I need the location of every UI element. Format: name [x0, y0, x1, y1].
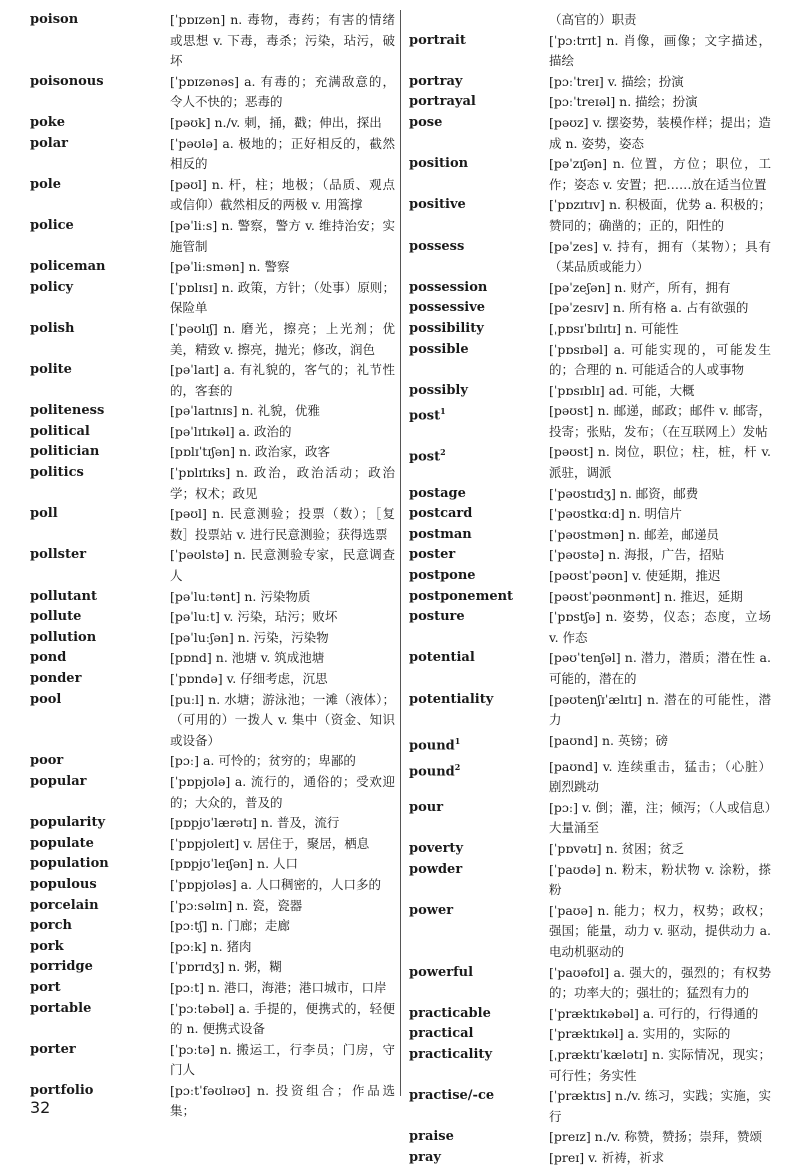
definition: [pəˈzes] v. 持有，拥有（某物）；具有（某品质或能力）: [549, 238, 771, 275]
dictionary-entry: [409, 340, 771, 381]
definition: [ˈpaʊdə] n. 粉末，粉状物 v. 涂粉，搽粉: [549, 861, 771, 898]
definition: [pɔːtʃ] n. 门廊；走廊: [170, 918, 290, 934]
headword: [409, 10, 549, 31]
homograph-number: 2: [454, 761, 461, 772]
definition: [pɔːk] n. 猪肉: [170, 938, 252, 954]
definition: [pɒpjʊˈleɪʃən] n. 人口: [170, 856, 299, 872]
headword-text: positive: [409, 197, 466, 213]
dictionary-entry: [30, 648, 395, 669]
headword-text: poll: [30, 506, 58, 522]
headword: [30, 216, 170, 257]
headword-text: position: [409, 156, 469, 172]
headword-text: port: [30, 979, 61, 995]
dictionary-entry: [409, 484, 771, 505]
definition: [paʊnd] n. 英镑；磅: [549, 732, 668, 748]
headword-text: policy: [30, 279, 74, 295]
dictionary-entry: [409, 1127, 771, 1148]
headword: [409, 1045, 549, 1086]
definition: [ˈpræktɪs] n./v. 练习，实践；实施，实行: [549, 1088, 771, 1124]
dictionary-entry: [409, 566, 771, 587]
headword: [409, 1086, 549, 1127]
definition: [ˈpɔːtəbəl] a. 手提的，便携式的，轻便的 n. 便携式设备: [170, 1000, 395, 1037]
definition: [pəˈzeʃən] n. 财产，所有，拥有: [549, 279, 731, 295]
dictionary-entry: [409, 587, 771, 608]
headword-text: popular: [30, 773, 87, 789]
headword-text: popularity: [30, 815, 106, 831]
dictionary-entry: [30, 10, 395, 72]
headword: [409, 757, 549, 798]
definition: [ˈpɒlɪtɪks] n. 政治，政治活动；政治学；权术；政见: [170, 465, 395, 501]
definition: [ˈpɒpjʊlə] a. 流行的，通俗的；受欢迎的；大众的，普及的: [170, 773, 395, 810]
headword: [30, 751, 170, 772]
dictionary-entry: [30, 834, 395, 855]
dictionary-entry: [30, 360, 395, 401]
headword-text: population: [30, 856, 109, 872]
headword-text: pollution: [30, 629, 97, 645]
headword-text: polar: [30, 135, 68, 151]
definition: [ˈpəʊlə] a. 极地的；正好相反的，截然相反的: [170, 135, 395, 172]
headword-text: powder: [409, 861, 463, 877]
definition: [pəʊstˈpəʊnmənt] n. 推迟，延期: [549, 588, 743, 604]
dictionary-entry: [30, 813, 395, 834]
dictionary-entry: [409, 901, 771, 963]
definition: [ˈpəʊstɪdʒ] n. 邮资，邮费: [549, 485, 699, 501]
headword: [30, 257, 170, 278]
dictionary-entry: [409, 963, 771, 1004]
definition: [ˈpaʊə] n. 能力；权力，权势；政权；强国；能量，动力 v. 驱动，提供动力 a. 电动机驱动的: [549, 902, 771, 960]
definition: [pɔːˈtreɪəl] n. 描绘；扮演: [549, 94, 698, 110]
headword-text: posture: [409, 609, 465, 625]
definition: [paʊnd] v. 连续重击，猛击；（心脏）剧烈跳动: [549, 758, 771, 795]
headword: [409, 298, 549, 319]
dictionary-entry: [30, 257, 395, 278]
dictionary-entry: [409, 319, 771, 340]
headword: [409, 1024, 549, 1045]
headword-text: populate: [30, 835, 94, 851]
headword: [30, 360, 170, 401]
headword: [409, 690, 549, 731]
headword: [30, 319, 170, 360]
headword-text: powerful: [409, 964, 474, 980]
left-column: [30, 10, 395, 1122]
definition: [pəʊtenʃɪˈælɪtɪ] n. 潜在的可能性，潜力: [549, 691, 771, 728]
headword-text: porch: [30, 918, 72, 934]
headword-text: pound: [409, 764, 455, 780]
definition: [ˈpɒrɪdʒ] n. 粥，糊: [170, 959, 282, 975]
headword-text: power: [409, 902, 454, 918]
headword: [409, 587, 549, 608]
dictionary-entry: [409, 860, 771, 901]
headword: [30, 422, 170, 443]
dictionary-entry: [30, 607, 395, 628]
headword: [409, 525, 549, 546]
headword: [30, 937, 170, 958]
headword-text: potentiality: [409, 691, 494, 707]
dictionary-entry: [409, 401, 771, 442]
headword-text: political: [30, 423, 90, 439]
headword-text: possible: [409, 341, 469, 357]
dictionary-entry: [30, 937, 395, 958]
definition: [pəʊz] v. 摆姿势，装模作样；提出；造成 n. 姿势，姿态: [549, 114, 771, 151]
headword: [409, 31, 549, 72]
definition: （高官的）职责: [549, 12, 637, 27]
headword-text: portrait: [409, 32, 466, 48]
headword-text: pollute: [30, 609, 82, 625]
definition: [pəˈluːt] v. 污染，玷污；败坏: [170, 609, 338, 625]
dictionary-entry: [409, 839, 771, 860]
headword-text: portfolio: [30, 1082, 94, 1098]
headword-text: police: [30, 217, 74, 233]
headword: [30, 999, 170, 1040]
dictionary-entry: [409, 545, 771, 566]
dictionary-entry: [30, 957, 395, 978]
headword: [409, 566, 549, 587]
dictionary-entry: [30, 278, 395, 319]
page-number: 32: [30, 1098, 51, 1117]
dictionary-entry: [409, 1004, 771, 1025]
definition: [ˈpɒsɪbəl] a. 可能实现的，可能发生的；合理的 n. 可能适合的人或事物: [549, 341, 771, 378]
right-column: [409, 10, 771, 1169]
definition: [ˈpəʊstkɑːd] n. 明信片: [549, 506, 683, 522]
headword: [409, 963, 549, 1004]
headword: [30, 648, 170, 669]
dictionary-entry: [30, 772, 395, 813]
definition: [ˈpɒsɪblɪ] ad. 可能，大概: [549, 382, 695, 398]
definition: [ˈpəʊstmən] n. 邮差，邮递员: [549, 526, 720, 542]
headword-text: porridge: [30, 959, 93, 975]
dictionary-entry: [409, 731, 771, 757]
headword-text: portable: [30, 1000, 92, 1016]
definition: [ˈpɒɪzən] n. 毒物，毒药；有害的情绪或思想 v. 下毒，毒杀；污染，玷污，破坏: [170, 12, 395, 69]
definition: [pəˈluːʃən] n. 污染，污染物: [170, 629, 329, 645]
headword: [30, 896, 170, 917]
definition: [pɔː] v. 倒；灌，注；倾泻；（人或信息）大量涌至: [549, 799, 771, 836]
headword: [30, 772, 170, 813]
definition: [pəˈlaɪt] a. 有礼貌的，客气的；礼节性的，客套的: [170, 362, 395, 398]
definition: [ˈpɒpjʊleɪt] v. 居住于，聚居，栖息: [170, 835, 370, 851]
definition: [pəʊl] n. 民意测验；投票（数）；［复数］投票站 v. 进行民意测验；获得选票: [170, 506, 395, 542]
headword: [30, 690, 170, 752]
dictionary-entry: [409, 92, 771, 113]
headword-text: politician: [30, 444, 100, 460]
dictionary-entry: [409, 798, 771, 839]
definition: [pəˈzesɪv] n. 所有格 a. 占有欲强的: [549, 300, 749, 316]
dictionary-entry: [409, 442, 771, 483]
headword: [409, 484, 549, 505]
definition: [ˈpɒvətɪ] n. 贫困；贫乏: [549, 841, 685, 857]
dictionary-entry: [409, 525, 771, 546]
headword: [30, 175, 170, 216]
dictionary-entry: [409, 690, 771, 731]
definition: [ˈpəʊstə] n. 海报，广告，招贴: [549, 547, 725, 563]
headword-text: poverty: [409, 841, 463, 857]
headword-text: praise: [409, 1129, 454, 1145]
headword-text: post: [409, 408, 441, 424]
definition: [pɔː] a. 可怜的；贫穷的；卑鄙的: [170, 753, 356, 769]
headword: [30, 401, 170, 422]
dictionary-entry: [409, 298, 771, 319]
column-divider: [400, 10, 401, 1096]
dictionary-entry: [409, 1024, 771, 1045]
definition: [puːl] n. 水塘；游泳池；一滩（液体）；（可用的）一拨人 v. 集中（资金、知识或设备）: [170, 691, 395, 748]
headword: [30, 628, 170, 649]
headword-text: politeness: [30, 403, 105, 419]
dictionary-entry: [30, 134, 395, 175]
dictionary-entry: [30, 545, 395, 586]
headword-text: pray: [409, 1149, 441, 1165]
headword-text: possessive: [409, 300, 486, 316]
dictionary-entry: [409, 195, 771, 236]
headword-text: poster: [409, 547, 456, 563]
dictionary-entry: [30, 751, 395, 772]
headword: [409, 154, 549, 195]
dictionary-entry: [409, 237, 771, 278]
dictionary-entry: [30, 916, 395, 937]
headword-text: poison: [30, 12, 79, 27]
dictionary-entry: [409, 278, 771, 299]
headword-text: potential: [409, 650, 475, 666]
definition: [pəʊst] n. 岗位，职位；柱，桩，杆 v. 派驻，调派: [549, 444, 771, 481]
definition: [ˈpɒstʃə] n. 姿势，仪态；态度，立场 v. 作态: [549, 609, 771, 645]
headword-text: pour: [409, 799, 444, 815]
headword: [30, 1081, 170, 1122]
headword: [409, 340, 549, 381]
definition: [pəˈzɪʃən] n. 位置，方位；职位，工作；姿态 v. 安置；把……放在适当位置: [549, 156, 771, 192]
headword: [409, 901, 549, 963]
dictionary-entry: [409, 154, 771, 195]
definition: [ˈpaʊəfʊl] a. 强大的，强烈的；有权势的；功率大的；强壮的；猛烈有力的: [549, 964, 771, 1001]
dictionary-entry: [409, 113, 771, 154]
dictionary-entry: [30, 463, 395, 504]
headword-text: possess: [409, 238, 465, 254]
headword: [409, 92, 549, 113]
definition: [preɪz] n./v. 称赞，赞扬；崇拜，赞颂: [549, 1129, 762, 1145]
headword-text: practicable: [409, 1005, 491, 1021]
headword: [409, 731, 549, 757]
headword: [30, 134, 170, 175]
definition: [pɒlɪˈtɪʃən] n. 政治家，政客: [170, 444, 331, 460]
headword: [409, 381, 549, 402]
headword-text: postponement: [409, 588, 514, 604]
headword-text: pole: [30, 176, 61, 192]
headword-text: populous: [30, 876, 97, 892]
headword-text: postage: [409, 485, 466, 501]
headword: [409, 545, 549, 566]
definition: [ˈpɒzɪtɪv] n. 积极面，优势 a. 积极的；赞同的；确凿的；正的，阳性的: [549, 197, 771, 233]
headword-text: porter: [30, 1041, 76, 1057]
headword-text: practical: [409, 1026, 474, 1042]
headword: [409, 1127, 549, 1148]
definition: [pəʊl] n. 杆，柱；地极；（品质、观点或信仰）截然相反的两极 v. 用篙撑: [170, 176, 395, 213]
dictionary-entry: [30, 422, 395, 443]
headword: [409, 278, 549, 299]
headword-text: postcard: [409, 506, 473, 522]
dictionary-entry: [30, 72, 395, 113]
definition: [ˈpɒndə] v. 仔细考虑，沉思: [170, 671, 328, 686]
definition: [pɒpjʊˈlærətɪ] n. 普及，流行: [170, 815, 340, 831]
headword-text: poke: [30, 114, 66, 130]
headword-text: postpone: [409, 568, 476, 584]
headword-text: politics: [30, 465, 84, 481]
dictionary-entry: [30, 999, 395, 1040]
definition: [pɔːtˈfəʊlɪəʊ] n. 投资组合；作品选集；: [170, 1082, 395, 1119]
headword: [409, 607, 549, 648]
headword: [409, 113, 549, 154]
headword: [30, 545, 170, 586]
definition: [pəʊstˈpəʊn] v. 使延期，推迟: [549, 568, 721, 584]
definition: [ˈpɔːtə] n. 搬运工，行李员；门房，守门人: [170, 1041, 395, 1078]
headword-text: polite: [30, 362, 72, 378]
headword: [409, 798, 549, 839]
definition: [pɔːˈtreɪ] v. 描绘；扮演: [549, 73, 684, 89]
definition: [pəʊk] n./v. 刺，捅，戳；伸出，探出: [170, 114, 382, 130]
headword-text: post: [409, 449, 441, 465]
dictionary-entry: [30, 504, 395, 545]
dictionary-entry: [409, 31, 771, 72]
definition: [ˌpɒsɪˈbɪlɪtɪ] n. 可能性: [549, 320, 679, 336]
headword-text: pollutant: [30, 588, 97, 604]
homograph-number: 1: [454, 735, 461, 746]
headword: [30, 669, 170, 690]
homograph-number: 2: [440, 447, 446, 458]
definition: [ˈpəʊlɪʃ] n. 磨光，擦亮；上光剂；优美，精致 v. 擦亮，抛光；修改，润色: [170, 320, 395, 357]
headword: [30, 463, 170, 504]
definition: [pəˈliːsmən] n. 警察: [170, 259, 290, 275]
dictionary-entry: [30, 442, 395, 463]
headword: [30, 916, 170, 937]
definition: [ˈpɒlɪsɪ] n. 政策，方针；（处事）原则；保险单: [170, 279, 395, 316]
headword: [30, 10, 170, 72]
headword: [409, 504, 549, 525]
headword-text: pond: [30, 650, 67, 666]
headword: [30, 442, 170, 463]
headword-text: postman: [409, 526, 472, 542]
definition: [ˈpræktɪkəbəl] a. 可行的，行得通的: [549, 1005, 759, 1021]
headword: [30, 278, 170, 319]
headword: [409, 401, 549, 442]
homograph-number: 1: [440, 406, 446, 417]
dictionary-entry: [30, 401, 395, 422]
headword-text: possibly: [409, 382, 468, 398]
headword: [30, 607, 170, 628]
definition: [preɪ] v. 祈祷，祈求: [549, 1149, 665, 1165]
headword: [409, 72, 549, 93]
headword: [409, 1004, 549, 1025]
definition: [pɔːt] n. 港口，海港；港口城市，口岸: [170, 979, 387, 995]
headword: [30, 587, 170, 608]
definition: [ˈpɔːsəlɪn] n. 瓷，瓷器: [170, 897, 303, 913]
dictionary-entry: [409, 1086, 771, 1127]
dictionary-entry: [409, 10, 771, 31]
headword-text: practicality: [409, 1047, 492, 1063]
headword: [409, 237, 549, 278]
dictionary-entry: [409, 72, 771, 93]
dictionary-entry: [409, 381, 771, 402]
headword-text: poor: [30, 753, 64, 769]
definition: [pəˈluːtənt] n. 污染物质: [170, 588, 311, 604]
headword-text: pork: [30, 938, 64, 954]
dictionary-entry: [30, 587, 395, 608]
headword: [409, 839, 549, 860]
headword-text: portray: [409, 73, 463, 89]
dictionary-entry: [30, 628, 395, 649]
definition: [pɒnd] n. 池塘 v. 筑成池塘: [170, 650, 325, 666]
headword-text: possession: [409, 279, 488, 295]
definition: [pəˈlɪtɪkəl] a. 政治的: [170, 423, 292, 439]
headword-text: porcelain: [30, 897, 99, 913]
headword-text: pose: [409, 114, 443, 130]
dictionary-entry: [409, 648, 771, 689]
dictionary-entry: [409, 504, 771, 525]
headword: [30, 834, 170, 855]
headword: [30, 875, 170, 896]
definition: [ˈpræktɪkəl] a. 实用的，实际的: [549, 1026, 731, 1042]
dictionary-entry: [30, 896, 395, 917]
headword: [30, 1040, 170, 1081]
definition: [ˈpəʊlstə] n. 民意测验专家，民意调查人: [170, 547, 395, 584]
headword: [409, 195, 549, 236]
headword-text: ponder: [30, 671, 82, 686]
dictionary-entry: [409, 1045, 771, 1086]
definition: [pəʊˈtenʃəl] n. 潜力，潜质；潜在性 a. 可能的，潜在的: [549, 650, 771, 686]
dictionary-entry: [30, 875, 395, 896]
headword: [30, 113, 170, 134]
headword-text: portrayal: [409, 94, 476, 110]
dictionary-entry: [30, 175, 395, 216]
dictionary-entry: [30, 216, 395, 257]
definition: [pəˈliːs] n. 警察，警方 v. 维持治安；实施管制: [170, 217, 395, 254]
definition: [ˈpɒpjʊləs] a. 人口稠密的，人口多的: [170, 876, 382, 892]
dictionary-entry: [409, 1148, 771, 1169]
headword-text: policeman: [30, 259, 106, 275]
dictionary-entry: [30, 854, 395, 875]
headword-text: polish: [30, 320, 75, 336]
headword: [409, 648, 549, 689]
headword: [30, 957, 170, 978]
definition: [ˌpræktɪˈkælətɪ] n. 实际情况，现实；可行性；务实性: [549, 1047, 771, 1083]
headword: [30, 978, 170, 999]
dictionary-entry: [30, 690, 395, 752]
definition: [ˈpɒɪzənəs] a. 有毒的；充满敌意的，令人不快的；恶毒的: [170, 73, 395, 110]
headword: [30, 854, 170, 875]
headword: [30, 72, 170, 113]
dictionary-entry: [30, 978, 395, 999]
headword: [30, 504, 170, 545]
headword-text: poisonous: [30, 73, 104, 89]
headword: [409, 442, 549, 483]
dictionary-entry: [30, 1081, 395, 1122]
headword: [409, 860, 549, 901]
dictionary-entry: [30, 113, 395, 134]
dictionary-entry: [409, 757, 771, 798]
headword-text: possibility: [409, 320, 484, 336]
headword-text: pool: [30, 691, 62, 707]
dictionary-entry: [30, 1040, 395, 1081]
headword-text: pollster: [30, 547, 87, 563]
dictionary-entry: [30, 319, 395, 360]
dictionary-entry: [409, 607, 771, 648]
headword-text: practise/-ce: [409, 1088, 495, 1104]
headword: [30, 813, 170, 834]
headword-text: pound: [409, 738, 455, 754]
definition: [pəˈlaɪtnɪs] n. 礼貌，优雅: [170, 403, 320, 419]
headword: [409, 1148, 549, 1169]
definition: [pəʊst] n. 邮递，邮政；邮件 v. 邮寄，投寄；张贴，发布；（在互联网上）发帖: [549, 403, 771, 439]
dictionary-entry: [30, 669, 395, 690]
definition: [ˈpɔːtrɪt] n. 肖像，画像；文字描述，描绘: [549, 32, 771, 69]
headword: [409, 319, 549, 340]
